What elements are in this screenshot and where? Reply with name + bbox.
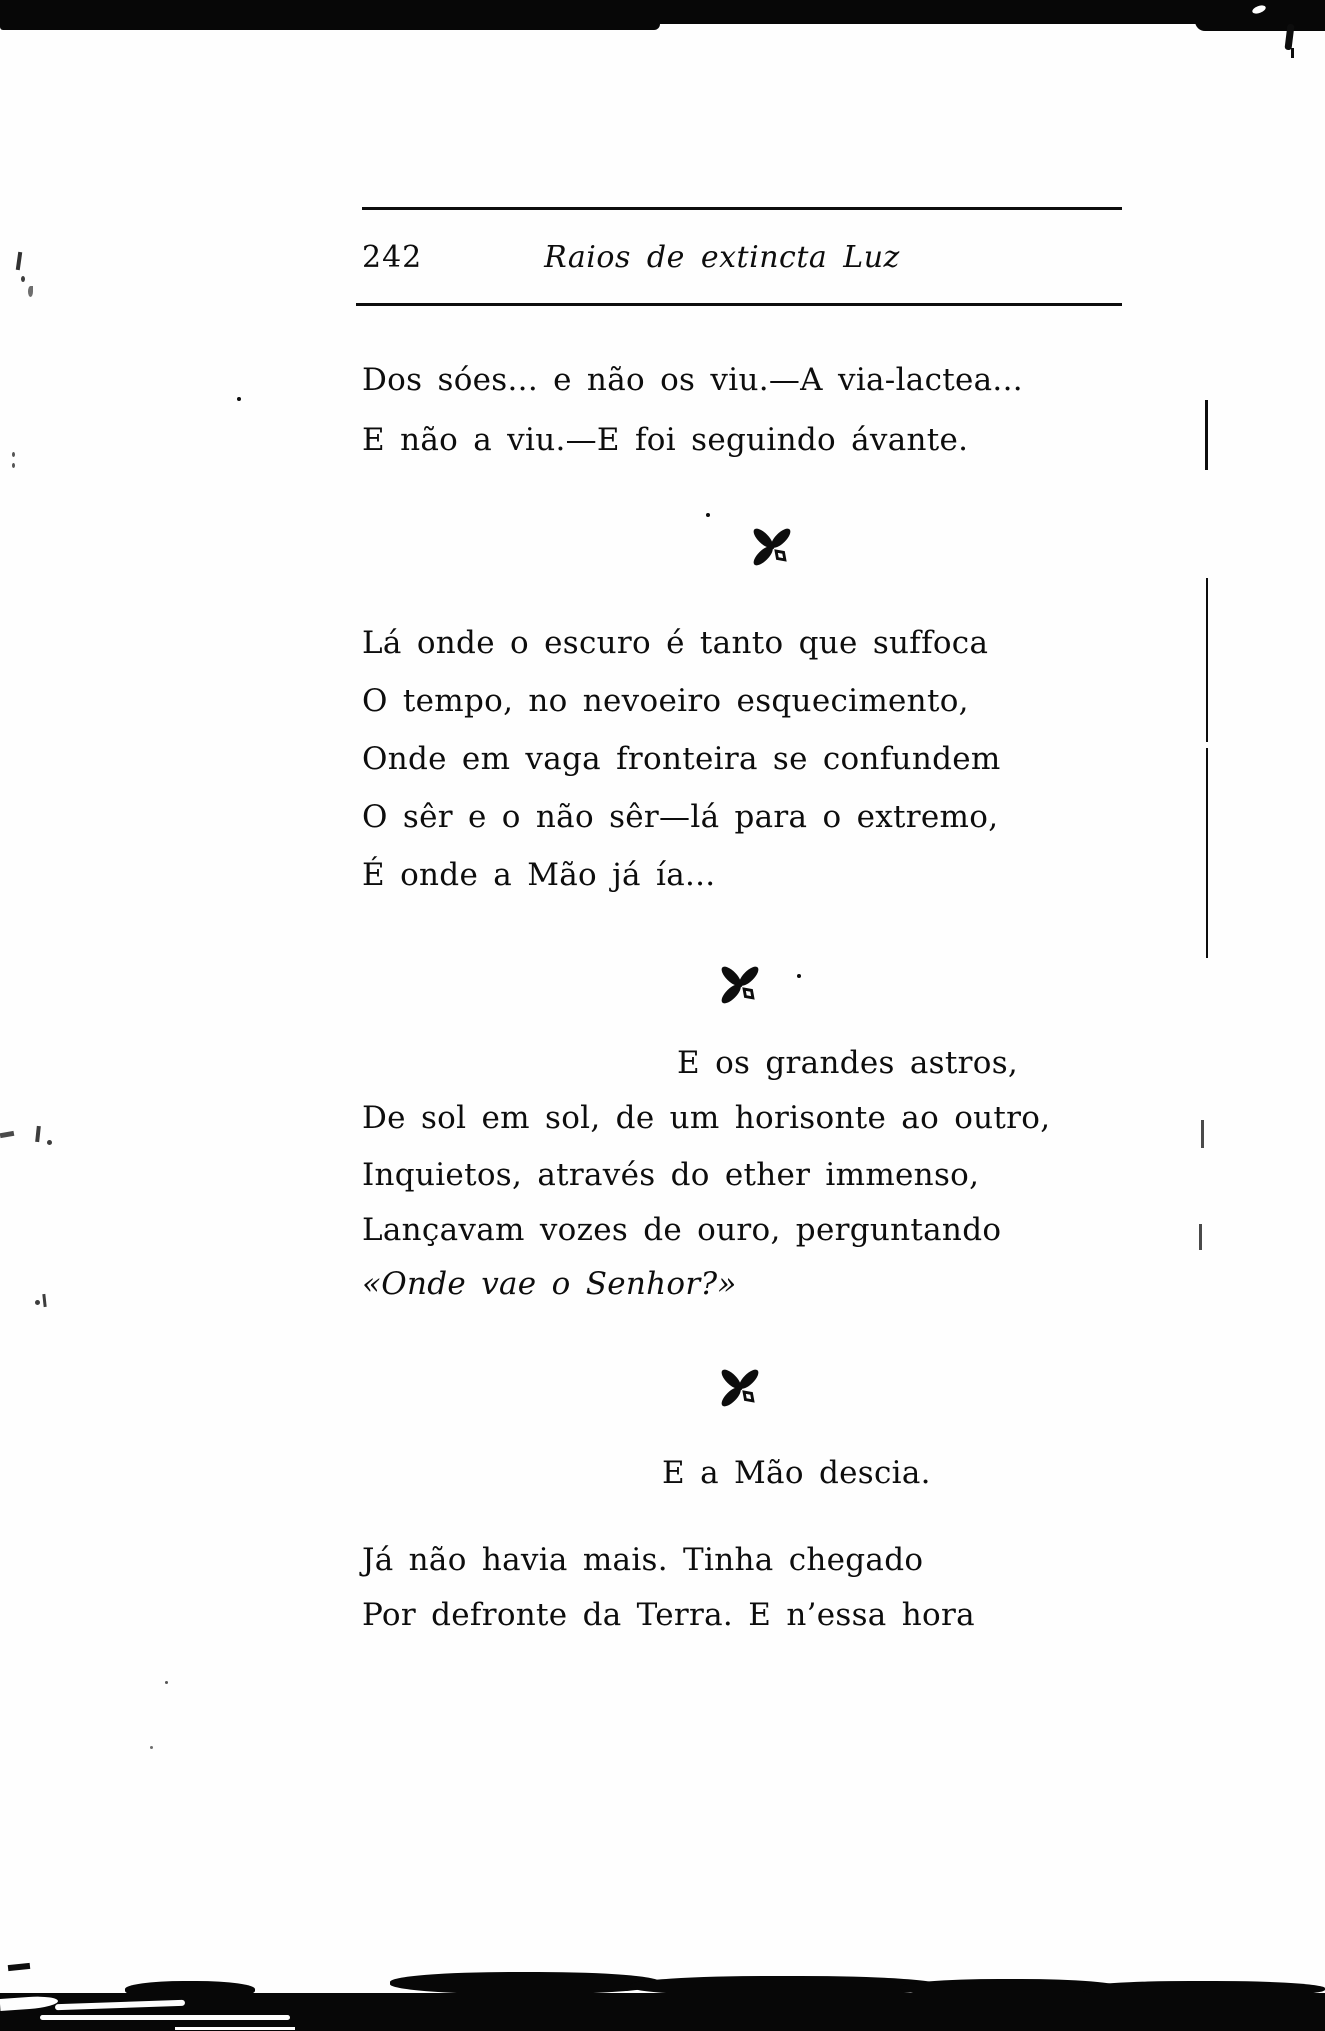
poem-line: E não a viu.—E foi seguindo ávante. [362, 422, 969, 458]
scan-edge-top [0, 0, 1325, 24]
scan-speck [35, 1300, 40, 1305]
scan-drip-tail [1291, 48, 1294, 58]
scan-speck [706, 513, 710, 517]
scan-edge-bottom-bump [390, 1972, 660, 1994]
scan-mark [0, 1131, 14, 1138]
poem-line: É onde a Mão já ía... [362, 857, 716, 893]
scan-mark [35, 1126, 41, 1142]
page-edge-line [1201, 1120, 1204, 1148]
scan-mark [16, 252, 22, 270]
poem-line: Já não havia mais. Tinha chegado [362, 1542, 924, 1578]
scan-edge-bottom [0, 1993, 1325, 2031]
poem-line: De sol em sol, de um horisonte ao outro, [362, 1100, 1051, 1136]
fleuron-ornament [717, 962, 763, 1008]
page-edge-line [1205, 400, 1208, 470]
scan-speck [165, 1681, 168, 1684]
page-number: 242 [362, 240, 423, 275]
page-edge-line [1206, 578, 1208, 742]
scan-edge-top-ragged [0, 22, 660, 30]
header-rule-top [362, 207, 1122, 210]
scan-mark [42, 1294, 46, 1307]
scan-speck [12, 452, 15, 457]
scan-speck [797, 974, 801, 978]
scan-white-streak [40, 2015, 290, 2020]
poem-line: Por defronte da Terra. E n’essa hora [362, 1597, 975, 1633]
page-edge-line [1206, 748, 1208, 958]
poem-line: Onde em vaga fronteira se confundem [362, 741, 1001, 777]
poem-line: E a Mão descia. [662, 1455, 931, 1491]
scan-speck [47, 1140, 52, 1145]
poem-line: O tempo, no nevoeiro esquecimento, [362, 683, 969, 719]
scan-speck [150, 1746, 153, 1749]
running-title: Raios de extincta Luz [544, 240, 900, 275]
scan-mark [28, 286, 33, 297]
poem-line: Lançavam vozes de ouro, perguntando [362, 1212, 1002, 1248]
header-rule-bottom [356, 303, 1122, 306]
scan-mark [8, 1963, 31, 1971]
poem-line: O sêr e o não sêr—lá para o extremo, [362, 799, 999, 835]
poem-line: Dos sóes... e não os viu.—A via-lactea... [362, 362, 1023, 398]
scan-white-streak [175, 2027, 295, 2030]
scan-speck [237, 397, 241, 401]
poem-line: E os grandes astros, [677, 1045, 1019, 1081]
poem-quote-line: «Onde vae o Senhor?» [362, 1266, 737, 1302]
scan-speck [21, 276, 25, 282]
scan-speck [12, 463, 15, 468]
fleuron-ornament [749, 524, 795, 570]
poem-line: Lá onde o escuro é tanto que suffoca [362, 625, 989, 661]
poem-line: Inquietos, através do ether immenso, [362, 1157, 980, 1193]
fleuron-ornament [717, 1365, 763, 1411]
page-edge-line [1199, 1224, 1202, 1250]
